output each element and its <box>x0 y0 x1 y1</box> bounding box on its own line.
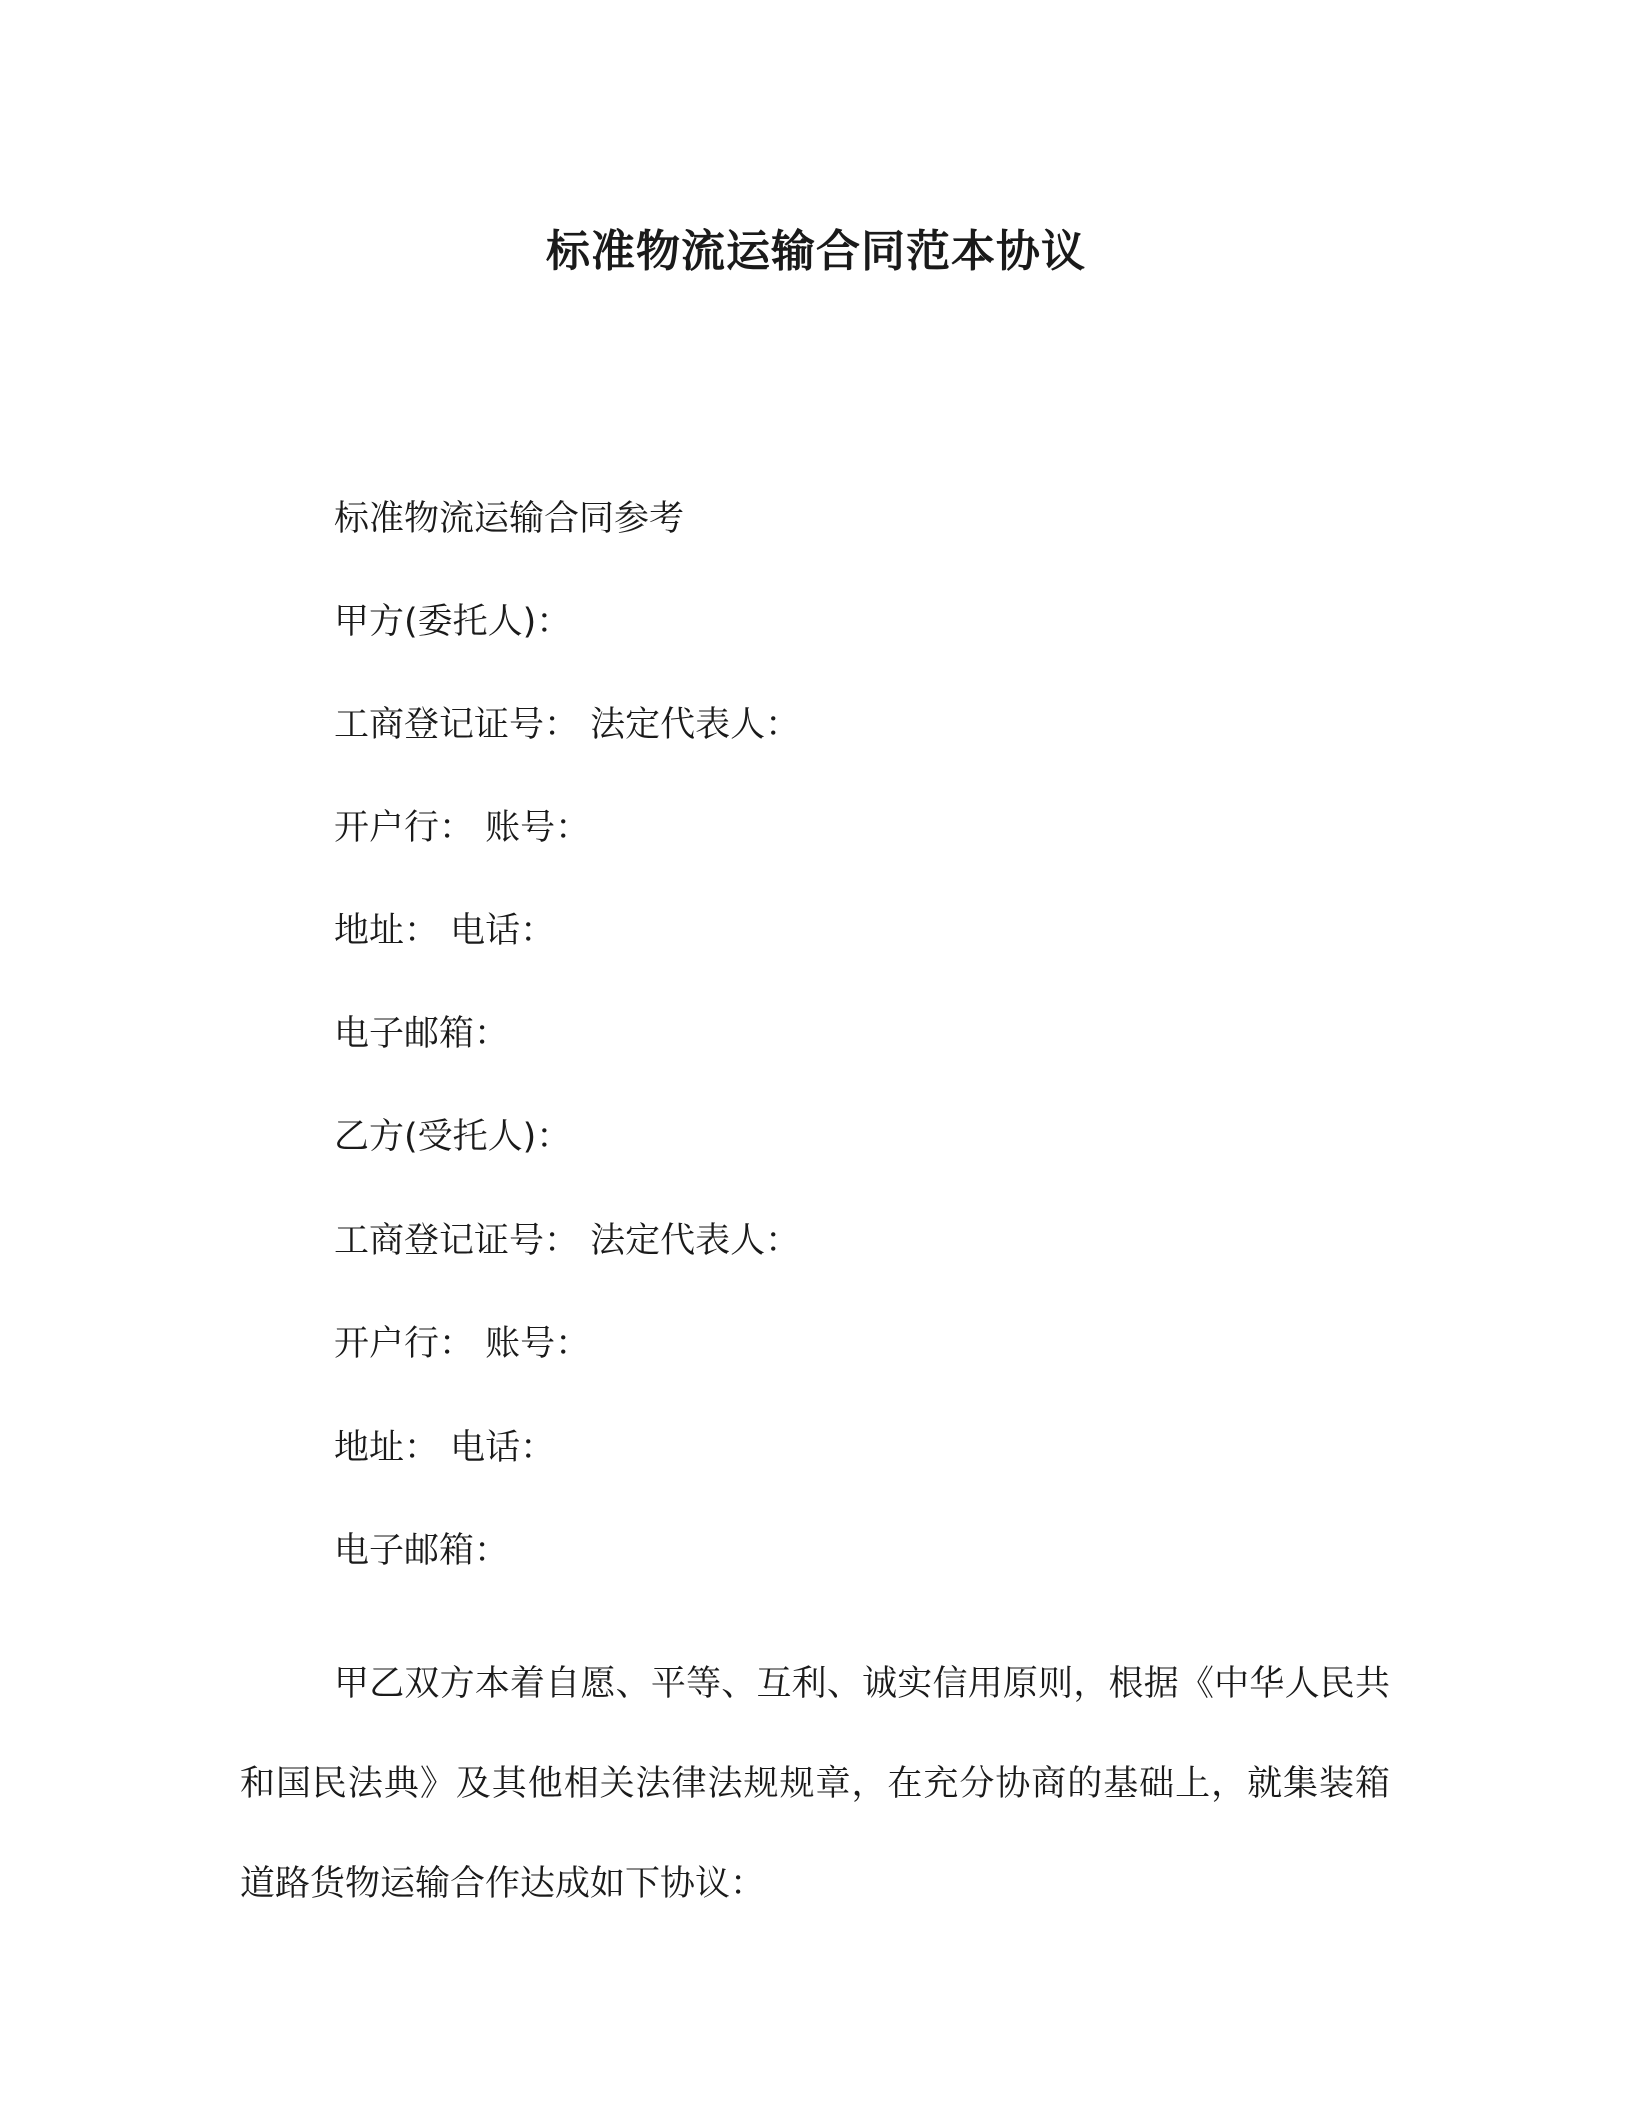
party-b-bank-line: 开户行： 账号： <box>334 1324 591 1364</box>
party-a-address-line: 地址： 电话： <box>334 911 556 951</box>
subtitle: 标准物流运输合同参考 <box>334 499 685 539</box>
party-b-heading: 乙方(受托人)： <box>334 1117 572 1157</box>
party-b-registration-line: 工商登记证号： 法定代表人： <box>334 1221 801 1261</box>
party-a-bank-line: 开户行： 账号： <box>334 808 591 848</box>
party-b-email-line: 电子邮箱： <box>334 1531 510 1571</box>
party-a-email-line: 电子邮箱： <box>334 1014 510 1054</box>
party-a-registration-line: 工商登记证号： 法定代表人： <box>334 705 801 745</box>
party-b-address-line: 地址： 电话： <box>334 1428 556 1468</box>
party-a-heading: 甲方(委托人)： <box>334 602 572 642</box>
page-title: 标准物流运输合同范本协议 <box>546 226 1086 277</box>
preamble-paragraph: 甲乙双方本着自愿、平等、互利、诚实信用原则，根据《中华人民共和国民法典》及其他相关法律法规规章，在充分协商的基础上，就集装箱道路货物运输合作达成如下协议： <box>240 1664 1390 1904</box>
